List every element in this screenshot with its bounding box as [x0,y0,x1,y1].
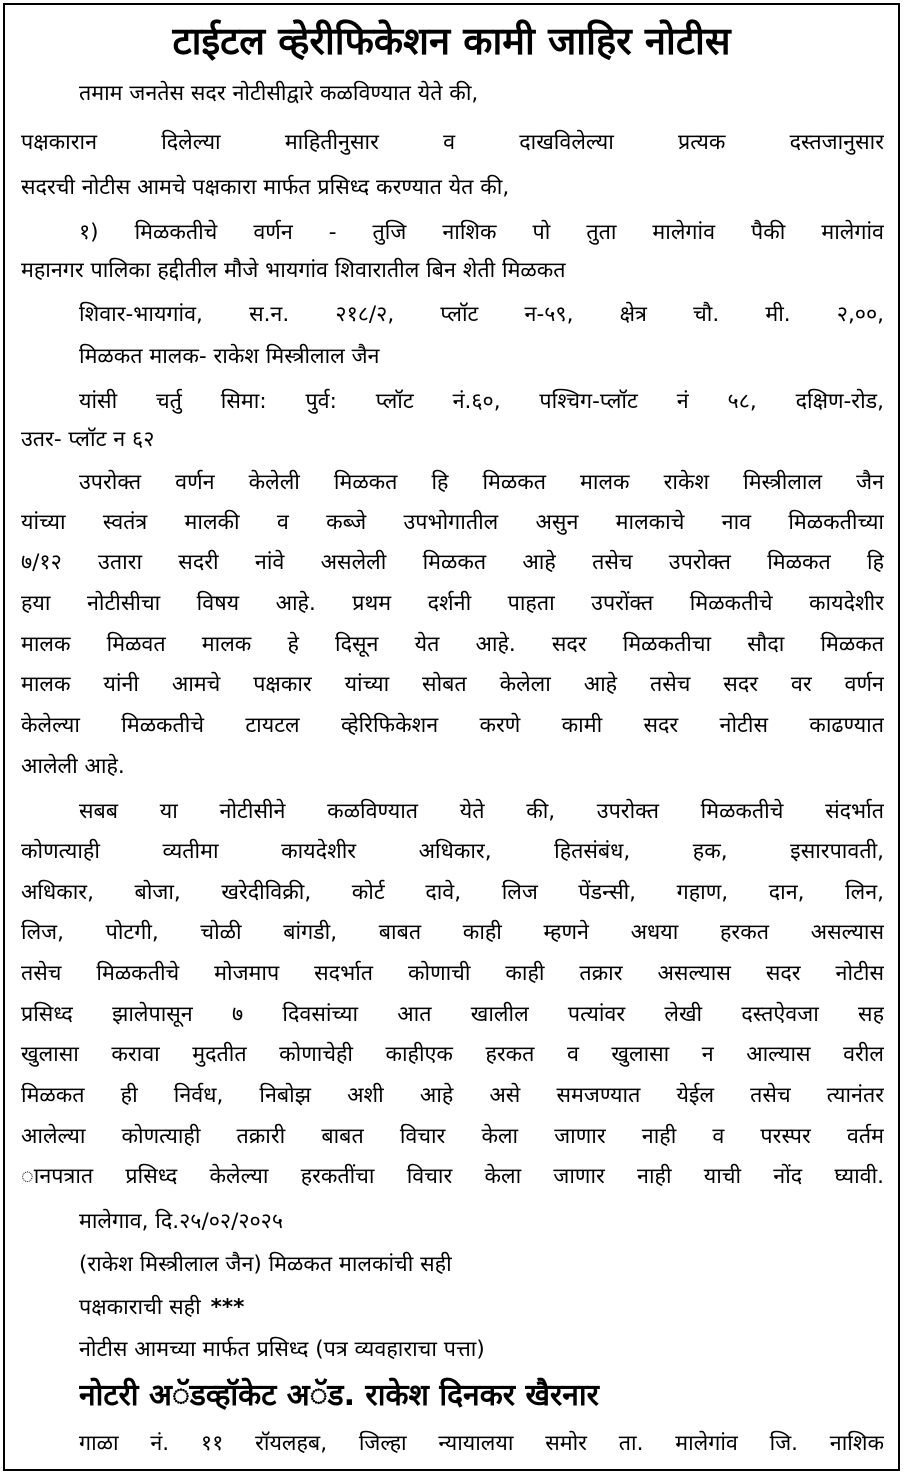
published-via: नोटीस आमच्या मार्फत प्रसिध्द (पत्र व्यवहाराचा पत्ता) [79,1337,485,1362]
intro-line: पक्षकारान दिलेल्या माहितीनुसार व दाखविलेल्या प्रत्यक दस्तजानुसार [21,130,884,155]
notice-frame [3,3,900,1471]
advocate-address: गाळा नं. ११ रॉयलहब, जिल्हा न्यायालया समोर ता. मालेगांव जि. नाशिक [79,1431,884,1456]
paragraph-line: ७/१२ उतारा सदरी नांवे असलेली मिळकत आहे तसेच उपरोक्त मिळकत हि [21,550,884,575]
intro-line: सदरची नोटीस आमचे पक्षकारा मार्फत प्रसिध्द करण्यात येत की, [21,175,510,200]
signature-stars: *** [210,1295,245,1320]
paragraph-line: केलेल्या मिळकतीचे टायटल व्हेरिफिकेशन करणे कामी सदर नोटीस काढण्यात [21,713,884,738]
paragraph-line: उपरोक्त वर्णन केलेली मिळकत हि मिळकत मालक राकेश मिस्त्रीलाल जैन [79,470,884,495]
property-line: १) मिळकतीचे वर्णन - तुजि नाशिक पो तुता मालेगांव पैकी मालेगांव [79,220,884,245]
property-line: शिवार-भायगांव, स.न. २१८/२, प्लॉट न-५९, क्षेत्र चौ. मी. २,००, [79,302,884,327]
paragraph-line: तसेच मिळकतीचे मोजमाप सदर्भात कोणाची काही तक्रार असल्यास सदर नोटीस [21,961,884,986]
paragraph-line: कोणत्याही व्यतीमा कायदेशीर अधिकार, हितसंबंध, हक, इसारपावती, [21,839,884,864]
paragraph-line: मिळकत ही निर्वध, निबोझ अशी आहे असे समजण्यात येईल तसेच त्यानंतर [21,1083,884,1108]
paragraph-line: सबब या नोटीसीने कळविण्यात येते की, उपरोक्त मिळकतीचे संदर्भात [79,799,884,824]
property-line: महानगर पालिका हद्दीतील मौजे भायगांव शिवारातील बिन शेती मिळकत [21,258,566,283]
paragraph-line: ानपत्रात प्रसिध्द केलेल्या हरकतींचा विचार केला जाणार नाही याची नोंद घ्यावी. [21,1164,884,1189]
owner-signature: (राकेश मिस्त्रीलाल जैन) मिळकत मालकांची सही [79,1252,452,1277]
notice-title: टाईटल व्हेरीफिकेशन कामी जाहिर नोटीस [172,19,731,63]
paragraph-line: खुलासा करावा मुदतीत कोणाचेही काहीएक हरकत व खुलासा न आल्यास वरील [21,1042,884,1067]
paragraph-line: अधिकार, बोजा, खरेदीविक्री, कोर्ट दावे, लिज पेंडन्सी, गहाण, दान, लिन, [21,880,884,905]
paragraph-line: यांच्या स्वतंत्र मालकी व कब्जे उपभोगातील असुन मालकाचे नाव मिळकतीच्या [21,510,884,535]
party-signature [79,1288,884,1328]
paragraph-line: प्रसिध्द झालेपासून ७ दिवसांच्या आत खालील पत्यांवर लेखी दस्तऐवजा सह [21,1002,884,1027]
property-line: यांसी चर्तु सिमा: पुर्व: प्लॉट नं.६०, पश्चिग-प्लॉट नं ५८, दक्षिण-रोड, [79,389,884,414]
intro-line: तमाम जनतेस सदर नोटीसीद्वारे कळविण्यात येते की, [79,81,479,106]
paragraph-line: मालक मिळवत मालक हे दिसून येत आहे. सदर मिळकतीचा सौदा मिळकत [21,632,884,657]
property-line: उतर- प्लॉट न ६२ [21,427,155,452]
advocate-name: नोटरी अॅडव्हॉकेट अॅड. राकेश दिनकर खैरनार [79,1378,599,1413]
paragraph-line: आलेली आहे. [21,754,125,779]
paragraph-line: आलेल्या कोणत्याही तक्रारी बाबत विचार केला जाणार नाही व परस्पर वर्तम [21,1124,884,1149]
party-signature-label: पक्षकाराची सही [79,1295,201,1320]
paragraph-line: लिज, पोटगी, चोळी बांगडी, बाबत काही म्हणने अधया हरकत असल्यास [21,920,884,945]
property-line: मिळकत मालक- राकेश मिस्त्रीलाल जैन [79,344,380,369]
paragraph-line: हया नोटीसीचा विषय आहे. प्रथम दर्शनी पाहता उपरोंक्त मिळकतीचे कायदेशीर [21,591,884,616]
paragraph-line: मालक यांनी आमचे पक्षकार यांच्या सोबत केलेला आहे तसेच सदर वर वर्णन [21,672,884,697]
place-date: मालेगाव, दि.२५/०२/२०२५ [79,1209,284,1234]
